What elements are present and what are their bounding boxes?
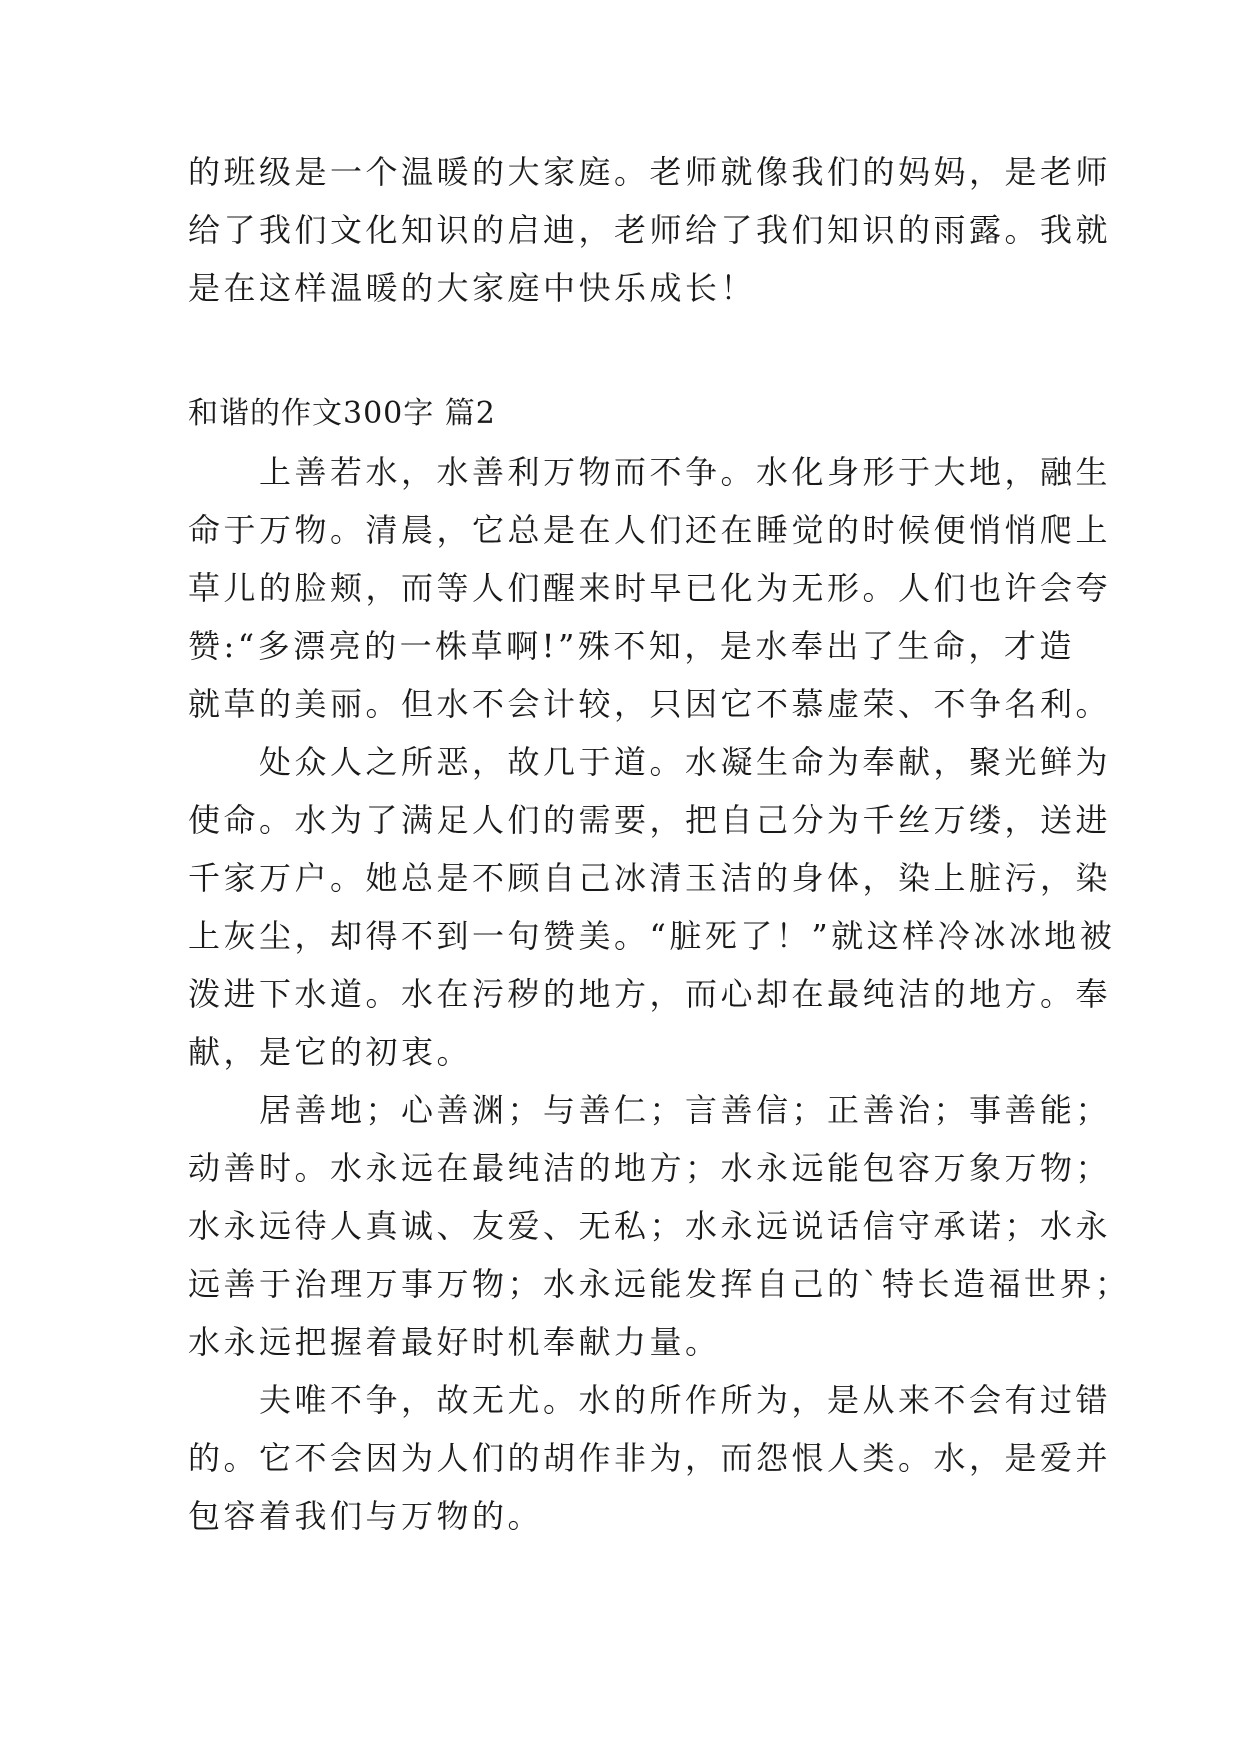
intro-line-3: 是在这样温暖的大家庭中快乐成长！ (188, 269, 757, 307)
paragraph-1-line-2: 命于万物。清晨，它总是在人们还在睡觉的时候便悄悄爬上 (188, 511, 1112, 549)
paragraph-3-line-2: 动善时。水永远在最纯洁的地方；水永远能包容万象万物； (188, 1149, 1112, 1187)
paragraph-3-line-4: 远善于治理万事万物；水永远能发挥自己的`特长造福世界； (188, 1265, 1131, 1303)
paragraph-2-line-6: 献，是它的初衷。 (188, 1033, 473, 1071)
paragraph-1-line-3: 草儿的脸颊，而等人们醒来时早已化为无形。人们也许会夸 (188, 569, 1112, 607)
paragraph-2-line-2: 使命。水为了满足人们的需要，把自己分为千丝万缕，送进 (188, 801, 1112, 839)
intro-line-1: 的班级是一个温暖的大家庭。老师就像我们的妈妈，是老师 (188, 153, 1112, 191)
paragraph-1-line-5: 就草的美丽。但水不会计较，只因它不慕虚荣、不争名利。 (188, 685, 1112, 723)
intro-line-2: 给了我们文化知识的启迪，老师给了我们知识的雨露。我就 (188, 211, 1112, 249)
paragraph-3-line-5: 水永远把握着最好时机奉献力量。 (188, 1323, 721, 1361)
paragraph-1-line-4: 赞:“多漂亮的一株草啊!”殊不知，是水奉出了生命，才造 (188, 627, 1075, 665)
section-title: 和谐的作文300字 篇2 (188, 396, 496, 431)
paragraph-4-line-2: 的。它不会因为人们的胡作非为，而怨恨人类。水，是爱并 (188, 1439, 1112, 1477)
paragraph-3-line-3: 水永远待人真诚、友爱、无私；水永远说话信守承诺；水永 (188, 1207, 1112, 1245)
paragraph-4-line-1: 夫唯不争，故无尤。水的所作所为，是从来不会有过错 (188, 1381, 1112, 1419)
paragraph-4-line-3: 包容着我们与万物的。 (188, 1497, 544, 1535)
paragraph-2-line-4: 上灰尘，却得不到一句赞美。“脏死了！”就这样冷冰冰地被 (188, 917, 1116, 955)
paragraph-2-line-1: 处众人之所恶，故几于道。水凝生命为奉献，聚光鲜为 (188, 743, 1112, 781)
paragraph-2-line-3: 千家万户。她总是不顾自己冰清玉洁的身体，染上脏污，染 (188, 859, 1112, 897)
paragraph-2-line-5: 泼进下水道。水在污秽的地方，而心却在最纯洁的地方。奉 (188, 975, 1112, 1013)
paragraph-1-line-1: 上善若水，水善利万物而不争。水化身形于大地，融生 (188, 453, 1112, 491)
paragraph-3-line-1: 居善地；心善渊；与善仁；言善信；正善治；事善能； (188, 1091, 1112, 1129)
